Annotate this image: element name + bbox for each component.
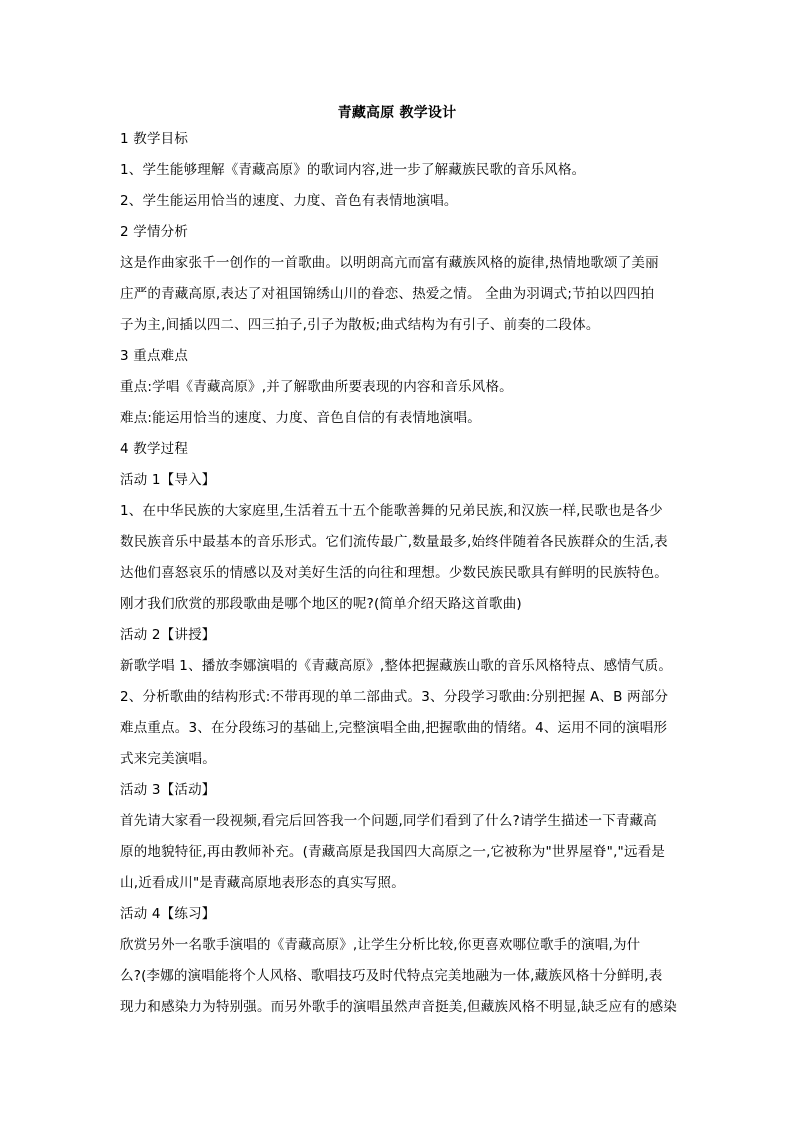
paragraph-line: 2、学生能运用恰当的速度、力度、音色有表情地演唱。 [120, 193, 458, 209]
paragraph-line: 新歌学唱 1、播放李娜演唱的《青藏高原》,整体把握藏族山歌的音乐风格特点、感情气质。 [120, 658, 673, 674]
section-heading-key-points: 3 重点难点 [120, 348, 189, 364]
section-heading-teaching-goals: 1 教学目标 [120, 131, 189, 147]
section-heading-teaching-process: 4 教学过程 [120, 441, 189, 457]
paragraph-line: 1、在中华民族的大家庭里,生活着五十五个能歌善舞的兄弟民族,和汉族一样,民歌也是各少 [120, 503, 663, 519]
paragraph-line: 么?(李娜的演唱能将个人风格、歌唱技巧及时代特点完美地融为一体,藏族风格十分鲜明,表 [120, 968, 663, 984]
paragraph-line: 山,近看成川"是青藏高原地表形态的真实写照。 [120, 875, 405, 891]
paragraph-line: 重点:学唱《青藏高原》,并了解歌曲所要表现的内容和音乐风格。 [120, 379, 513, 395]
paragraph-line: 原的地貌特征,再由教师补充。(青藏高原是我国四大高原之一,它被称为"世界屋脊","远看是 [120, 844, 666, 860]
paragraph-line: 首先请大家看一段视频,看完后回答我一个问题,同学们看到了什么?请学生描述一下青藏高 [120, 813, 657, 829]
section-heading-student-analysis: 2 学情分析 [120, 224, 189, 240]
activity-heading-2: 活动 2【讲授】 [120, 627, 216, 643]
activity-heading-4: 活动 4【练习】 [120, 906, 216, 922]
paragraph-line: 刚才我们欣赏的那段歌曲是哪个地区的呢?(简单介绍天路这首歌曲) [120, 596, 522, 612]
paragraph-line: 庄严的青藏高原,表达了对祖国锦绣山川的眷恋、热爱之情。 全曲为羽调式;节拍以四四拍 [120, 286, 655, 302]
activity-heading-3: 活动 3【活动】 [120, 782, 216, 798]
paragraph-line: 这是作曲家张千一创作的一首歌曲。以明朗高亢而富有藏族风格的旋律,热情地歌颂了美丽 [120, 255, 659, 271]
paragraph-line: 欣赏另外一名歌手演唱的《青藏高原》,让学生分析比较,你更喜欢哪位歌手的演唱,为什 [120, 937, 641, 953]
paragraph-line: 难点:能运用恰当的速度、力度、音色自信的有表情地演唱。 [120, 410, 481, 426]
paragraph-line: 式来完美演唱。 [120, 751, 216, 767]
paragraph-line: 难点重点。3、在分段练习的基础上,完整演唱全曲,把握歌曲的情绪。4、运用不同的演唱形 [120, 720, 668, 736]
document-title: 青藏高原 教学设计 [337, 105, 457, 121]
activity-heading-1: 活动 1【导入】 [120, 472, 216, 488]
paragraph-line: 达他们喜怒哀乐的情感以及对美好生活的向往和理想。少数民族民歌具有鲜明的民族特色。 [120, 565, 668, 581]
paragraph-line: 1、学生能够理解《青藏高原》的歌词内容,进一步了解藏族民歌的音乐风格。 [120, 162, 586, 178]
document-body [120, 130, 676, 1029]
paragraph-line: 数民族音乐中最基本的音乐形式。它们流传最广,数量最多,始终伴随着各民族群众的生活,表 [120, 534, 668, 550]
paragraph-line: 2、分析歌曲的结构形式:不带再现的单二部曲式。3、分段学习歌曲:分别把握 A、B 两部分 [120, 689, 669, 705]
paragraph-line: 现力和感染力为特别强。而另外歌手的演唱虽然声音挺美,但藏族风格不明显,缺乏应有的感染 [120, 999, 677, 1015]
paragraph-line: 子为主,间插以四二、四三拍子,引子为散板;曲式结构为有引子、前奏的二段体。 [120, 317, 600, 333]
